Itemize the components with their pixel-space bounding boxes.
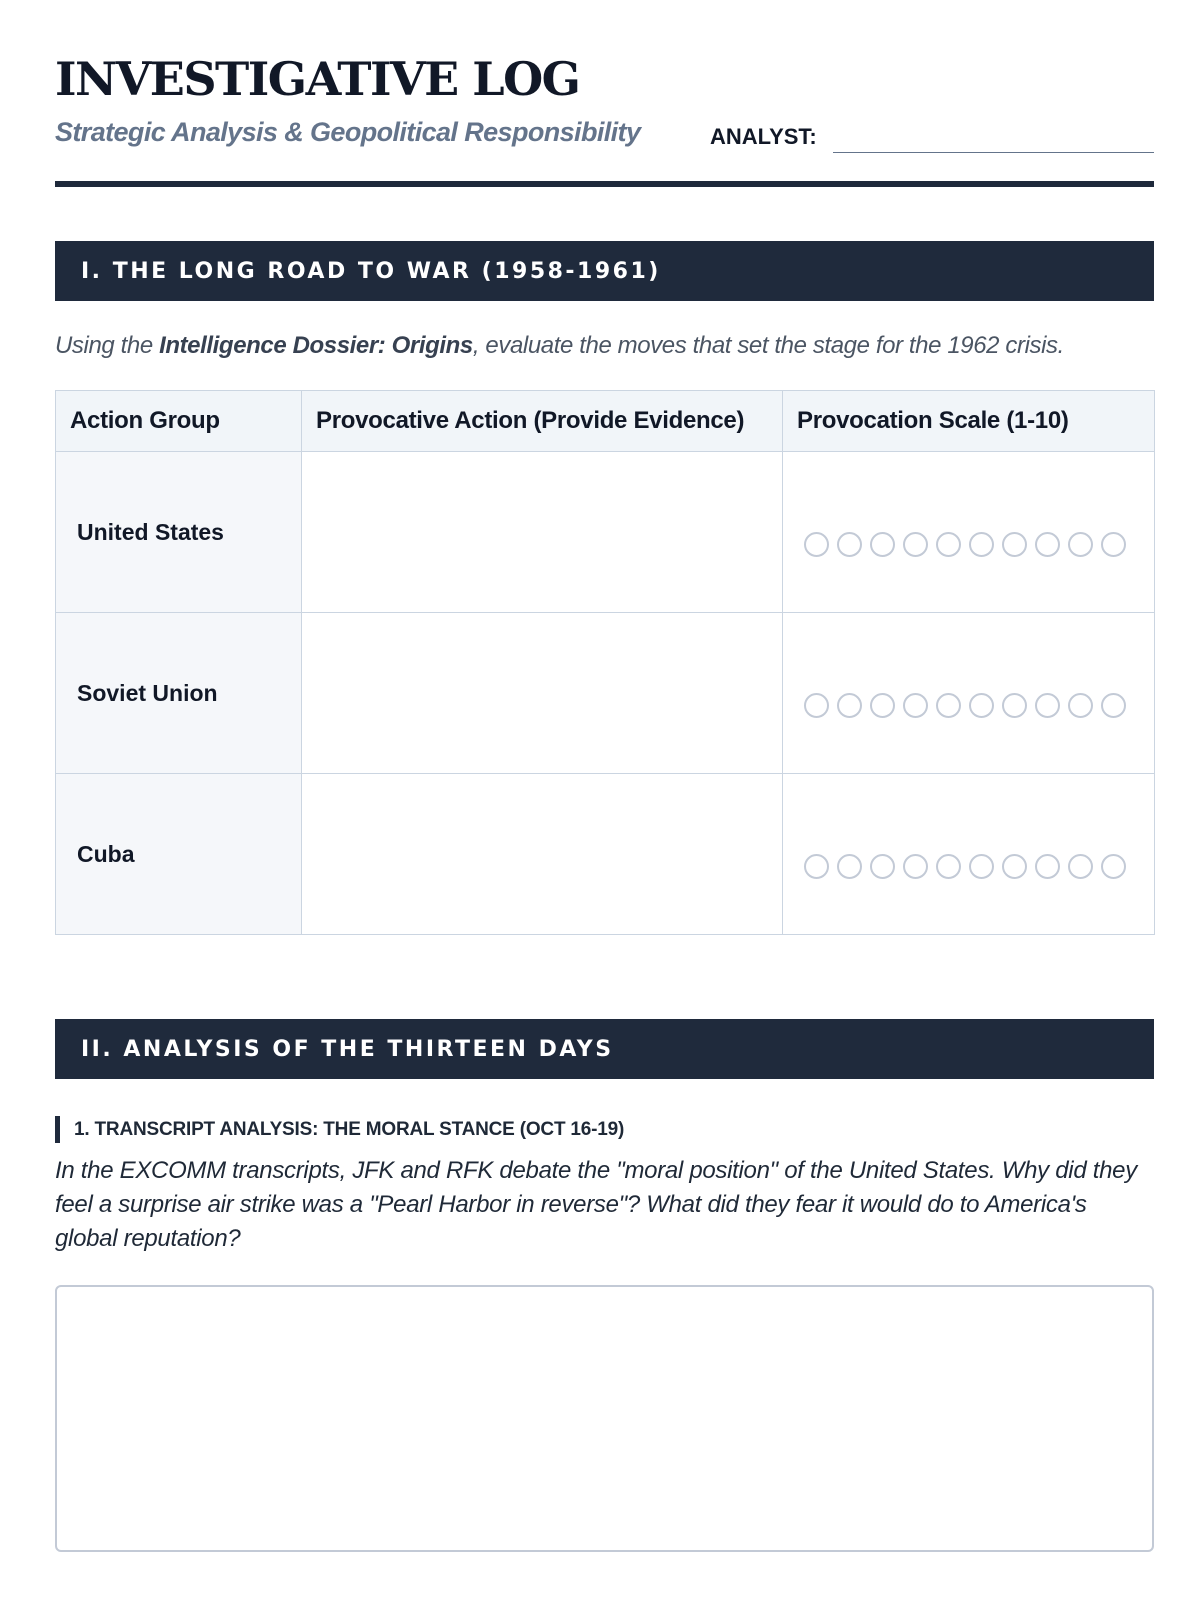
rating-bubble-3[interactable] <box>870 532 895 557</box>
rating-bubble-8[interactable] <box>1035 532 1060 557</box>
rating-bubbles <box>783 774 1154 879</box>
analyst-name-field[interactable] <box>833 152 1154 153</box>
table-row <box>56 452 1155 613</box>
rating-bubbles <box>783 613 1154 718</box>
question-1-title: 1. TRANSCRIPT ANALYSIS: THE MORAL STANCE (OCT 16-19) <box>74 1118 625 1140</box>
table-header-row <box>56 391 1155 452</box>
rating-bubble-10[interactable] <box>1101 532 1126 557</box>
section-2-heading: II. ANALYSIS OF THE THIRTEEN DAYS <box>55 1019 1154 1079</box>
action-group-cell: Cuba <box>56 774 302 935</box>
section-1-instructions <box>55 332 1064 360</box>
rating-bubble-5[interactable] <box>936 693 961 718</box>
rating-bubble-9[interactable] <box>1068 693 1093 718</box>
rating-bubble-6[interactable] <box>969 693 994 718</box>
rating-bubble-10[interactable] <box>1101 854 1126 879</box>
rating-bubble-4[interactable] <box>903 854 928 879</box>
column-header-action-group: Action Group <box>56 391 302 452</box>
instructions-pre: Using the <box>55 332 160 359</box>
rating-bubble-4[interactable] <box>903 693 928 718</box>
table-row <box>56 774 1155 935</box>
evidence-input-cell[interactable] <box>302 452 783 613</box>
header-divider <box>55 181 1154 187</box>
table-row <box>56 613 1155 774</box>
analyst-label: ANALYST: <box>710 124 817 149</box>
rating-bubble-10[interactable] <box>1101 693 1126 718</box>
provocation-scale-cell <box>783 613 1155 774</box>
provocation-scale-cell <box>783 774 1155 935</box>
rating-bubble-7[interactable] <box>1002 532 1027 557</box>
rating-bubble-5[interactable] <box>936 532 961 557</box>
rating-bubble-7[interactable] <box>1002 854 1027 879</box>
provocation-table <box>55 390 1155 935</box>
rating-bubble-2[interactable] <box>837 532 862 557</box>
page-subtitle: Strategic Analysis & Geopolitical Responsibility <box>55 117 641 147</box>
action-group-cell: Soviet Union <box>56 613 302 774</box>
rating-bubble-9[interactable] <box>1068 532 1093 557</box>
column-header-provocative-action: Provocative Action (Provide Evidence) <box>302 391 783 452</box>
evidence-input-cell[interactable] <box>302 774 783 935</box>
page-title: INVESTIGATIVE LOG <box>55 52 580 106</box>
rating-bubble-5[interactable] <box>936 854 961 879</box>
rating-bubble-7[interactable] <box>1002 693 1027 718</box>
rating-bubble-1[interactable] <box>804 693 829 718</box>
question-1-answer-box[interactable] <box>55 1285 1154 1552</box>
rating-bubble-3[interactable] <box>870 854 895 879</box>
rating-bubble-1[interactable] <box>804 532 829 557</box>
rating-bubble-8[interactable] <box>1035 693 1060 718</box>
question-marker-bar <box>55 1116 60 1143</box>
rating-bubble-4[interactable] <box>903 532 928 557</box>
section-1-heading: I. THE LONG ROAD TO WAR (1958-1961) <box>55 241 1154 301</box>
rating-bubble-2[interactable] <box>837 693 862 718</box>
rating-bubble-1[interactable] <box>804 854 829 879</box>
rating-bubble-3[interactable] <box>870 693 895 718</box>
instructions-post: , evaluate the moves that set the stage for the 1962 crisis. <box>472 332 1064 359</box>
rating-bubble-9[interactable] <box>1068 854 1093 879</box>
rating-bubble-8[interactable] <box>1035 854 1060 879</box>
rating-bubble-6[interactable] <box>969 854 994 879</box>
instructions-source: Intelligence Dossier: Origins <box>159 332 473 359</box>
rating-bubble-6[interactable] <box>969 532 994 557</box>
evidence-input-cell[interactable] <box>302 613 783 774</box>
provocation-scale-cell <box>783 452 1155 613</box>
column-header-provocation-scale: Provocation Scale (1-10) <box>783 391 1155 452</box>
question-1-heading <box>55 1116 624 1143</box>
rating-bubble-2[interactable] <box>837 854 862 879</box>
rating-bubbles <box>783 452 1154 557</box>
question-1-prompt: In the EXCOMM transcripts, JFK and RFK debate the "moral position" of the United States. Why did they feel a surprise air strike was a "Pearl Harbor in reverse"? What did they fear it would do to America's global reputation? <box>55 1157 1137 1252</box>
action-group-cell: United States <box>56 452 302 613</box>
